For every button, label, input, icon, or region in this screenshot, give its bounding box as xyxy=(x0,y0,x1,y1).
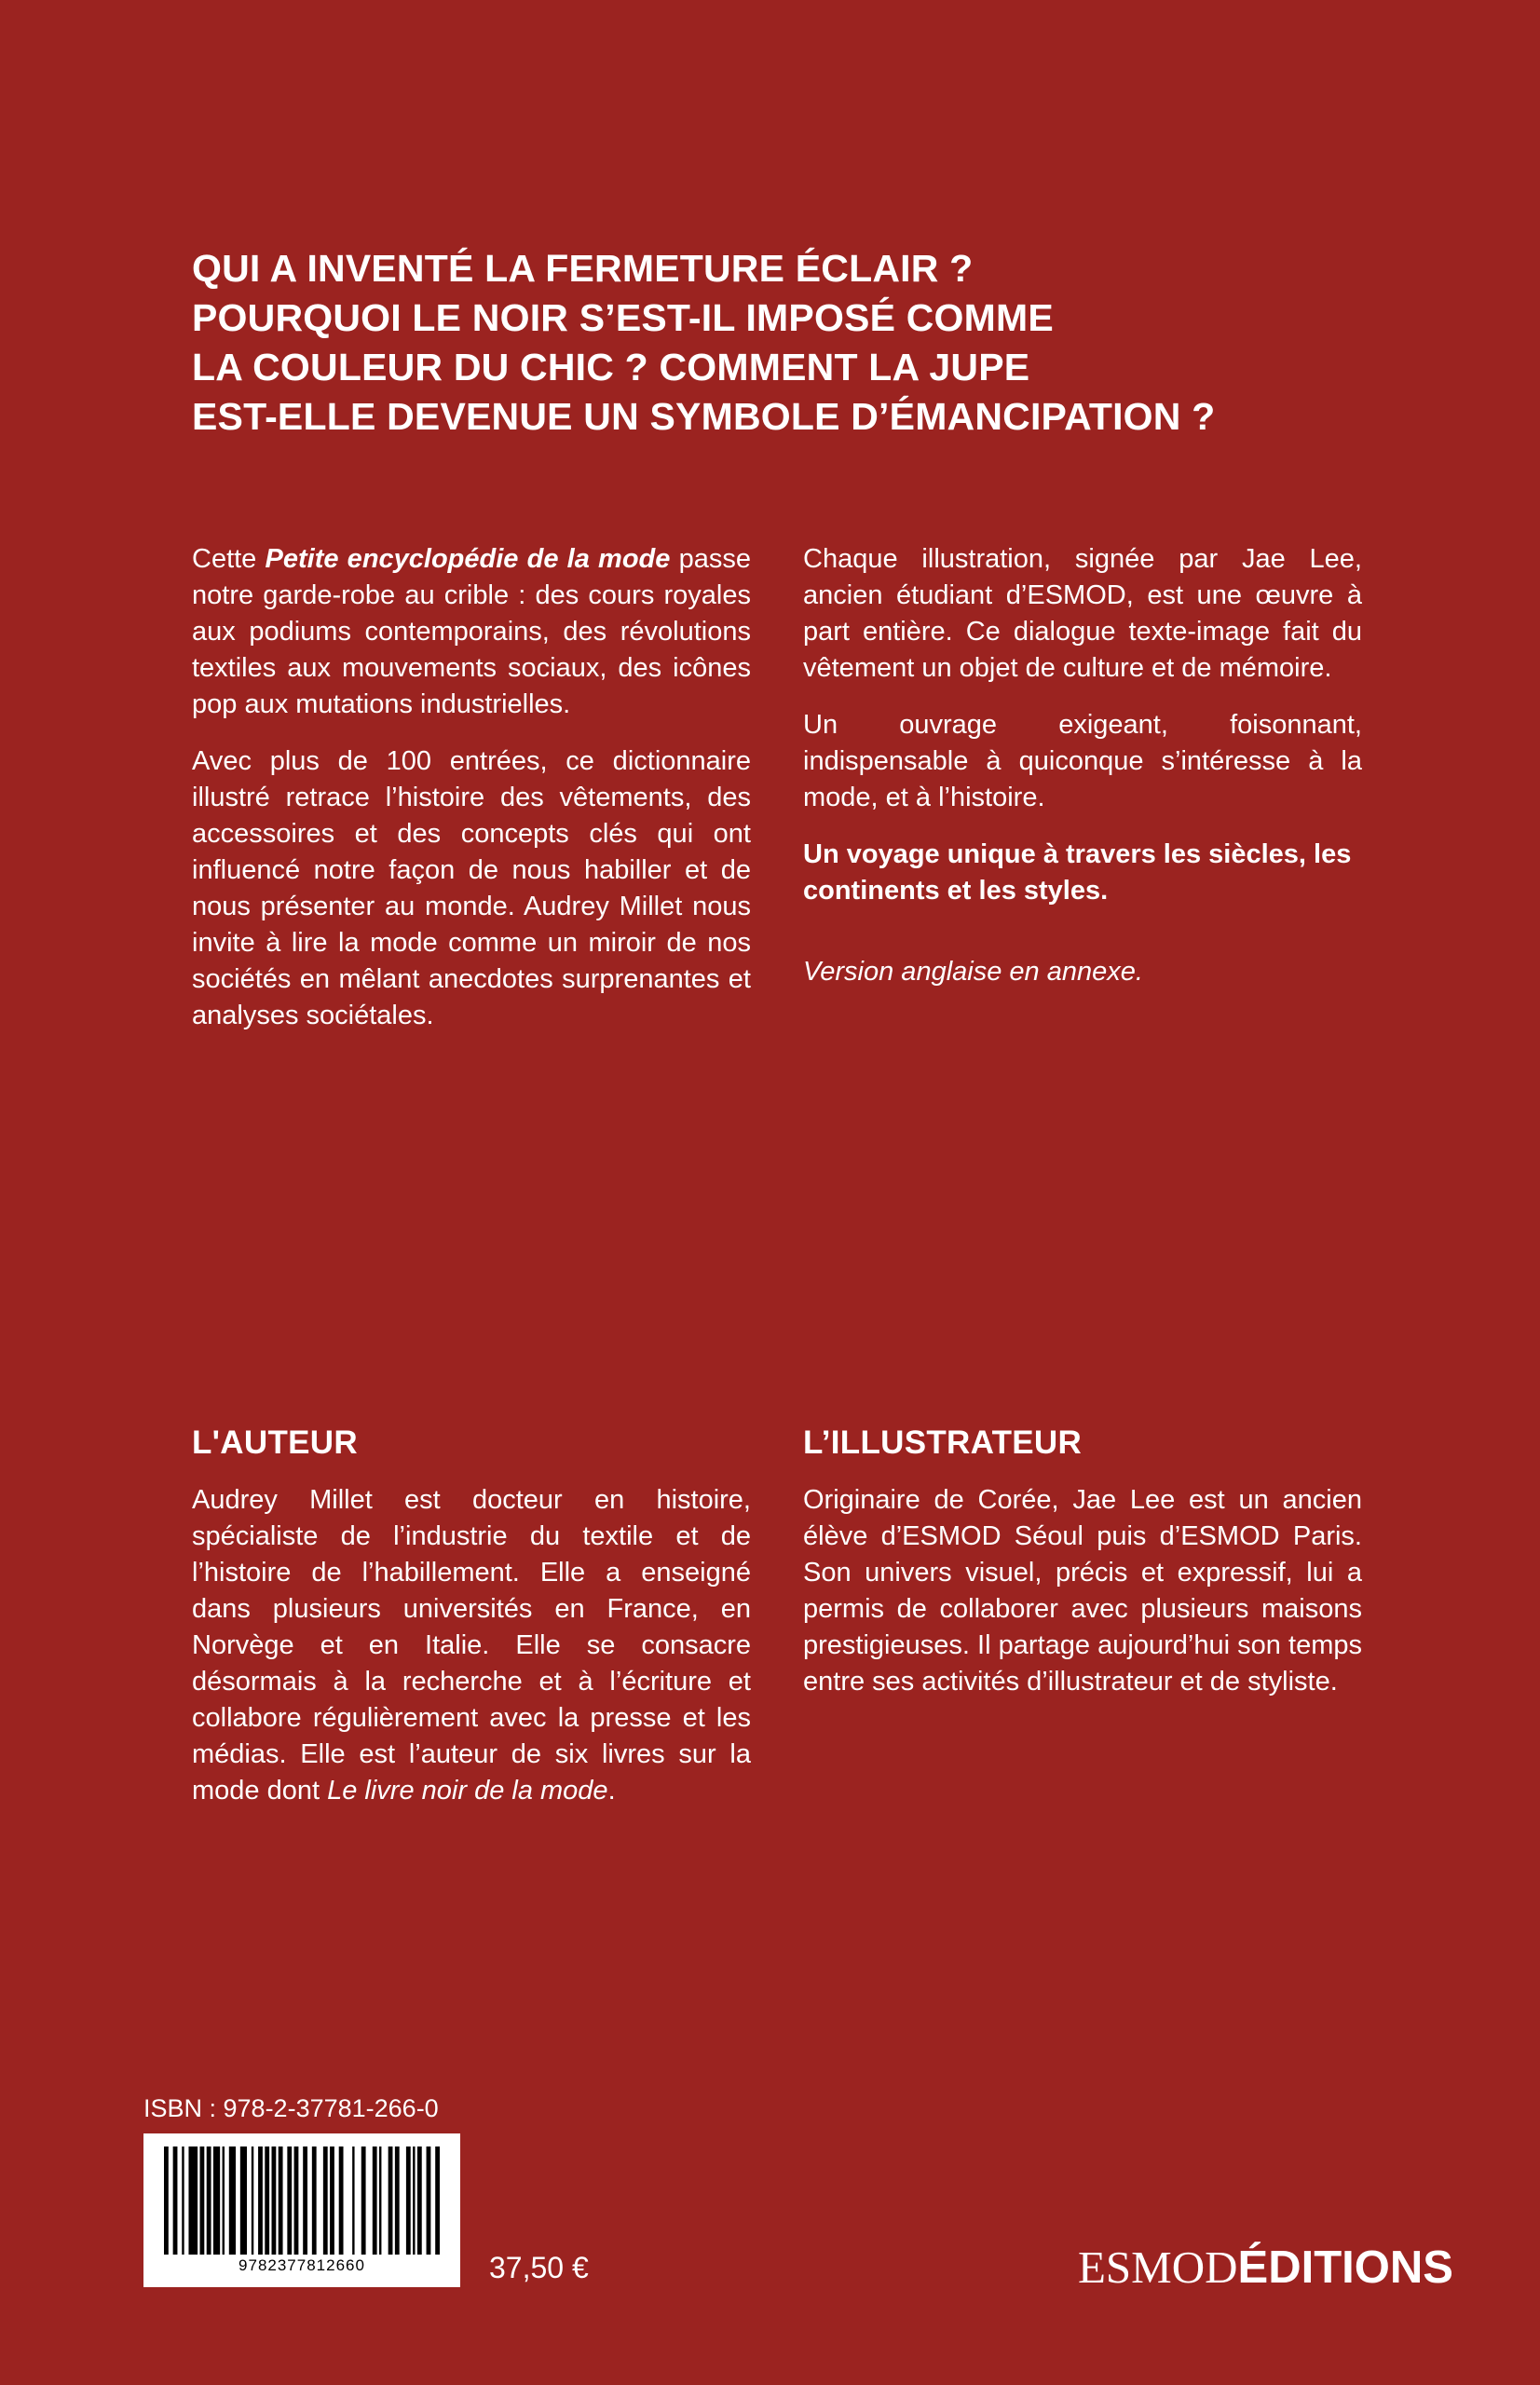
author-title: L'AUTEUR xyxy=(192,1424,358,1461)
barcode-bar xyxy=(240,2146,247,2255)
barcode-bar xyxy=(406,2146,411,2255)
author-bio xyxy=(192,1482,751,1809)
barcode-bar xyxy=(173,2146,178,2255)
intro-paragraph xyxy=(192,541,751,723)
logo-esmod: ESMOD xyxy=(1078,2242,1238,2293)
barcode-bar xyxy=(339,2146,344,2255)
barcode-bar xyxy=(413,2146,415,2255)
barcode-bar xyxy=(312,2146,317,2255)
barcode xyxy=(143,2133,460,2287)
author-section xyxy=(192,1423,751,1809)
barcode-bar xyxy=(252,2146,253,2255)
barcode-bar xyxy=(379,2146,381,2255)
barcode-bar xyxy=(287,2146,292,2255)
price: 37,50 € xyxy=(489,2251,589,2284)
barcode-bar xyxy=(352,2146,354,2255)
barcode-bar xyxy=(303,2146,307,2255)
barcode-bar xyxy=(164,2146,169,2255)
barcode-bar xyxy=(265,2146,269,2255)
barcode-bar xyxy=(258,2146,263,2255)
barcode-bar xyxy=(435,2146,440,2255)
barcode-bar xyxy=(330,2146,334,2255)
version-note: Version anglaise en annexe. xyxy=(803,957,1143,987)
book-title: Petite encyclopédie de la mode xyxy=(265,544,671,574)
barcode-number: 9782377812660 xyxy=(238,2256,365,2274)
illustrator-bio: Originaire de Corée, Jae Lee est un ancien élève d’ESMOD Séoul puis d’ESMOD Paris. Son univers visuel, précis et expressif, lui a permis de collaborer avec plusieurs maisons prestigieuses. Il partage aujourd’hui son temps entre ses activités d’illustrateur et de styliste. xyxy=(803,1485,1362,1697)
barcode-bar xyxy=(427,2146,431,2255)
intro-paragraph-2: Avec plus de 100 entrées, ce dictionnaire illustré retrace l’histoire des vêtements, des accessoires et des concepts clés qui ont influencé notre façon de nous habiller et de nous présenter au monde. Audrey Millet nous invite à lire la mode comme un miroir de nos sociétés en mêlant anecdotes surprenantes et analyses sociétales. xyxy=(192,746,751,1030)
barcode-bar xyxy=(223,2146,225,2255)
barcode-bar xyxy=(294,2146,299,2255)
barcode-bar xyxy=(229,2146,236,2255)
logo-editions: ÉDITIONS xyxy=(1237,2242,1453,2293)
intro-rest: passe notre garde-robe au crible : des cours royales aux podiums contemporains, des révolutions textiles aux mouvements sociaux, des icônes pop aux mutations industrielles. xyxy=(192,544,751,719)
barcode-bar xyxy=(272,2146,277,2255)
intro-column xyxy=(192,541,751,1034)
publisher-logo xyxy=(1078,2242,1453,2294)
barcode-bar xyxy=(207,2146,211,2255)
illustrator-title: L’ILLUSTRATEUR xyxy=(803,1424,1083,1461)
barcode-bar xyxy=(213,2146,220,2255)
author-book: Le livre noir de la mode xyxy=(327,1776,608,1806)
barcode-bar xyxy=(323,2146,328,2255)
work-paragraph: Un ouvrage exigeant, foisonnant, indispensable à quiconque s’intéresse à la mode, et à l’histoire. xyxy=(803,710,1362,812)
intro-lead: Cette xyxy=(192,544,266,574)
barcode-bar xyxy=(395,2146,400,2255)
barcode-bar xyxy=(417,2146,422,2255)
illustration-paragraph: Chaque illustration, signée par Jae Lee, ancien étudiant d’ESMOD, est une œuvre à part entière. Ce dialogue texte-image fait du vêtement un objet de culture et de mémoire. xyxy=(803,544,1362,683)
barcode-bar xyxy=(279,2146,283,2255)
barcode-bar xyxy=(388,2146,393,2255)
headline-line: QUI A INVENTÉ LA FERMETURE ÉCLAIR ? xyxy=(192,247,974,290)
barcode-bars xyxy=(164,2146,440,2255)
barcode-bar xyxy=(373,2146,377,2255)
barcode-bar xyxy=(188,2146,198,2255)
headline-line: POURQUOI LE NOIR S’EST-IL IMPOSÉ COMME xyxy=(192,296,1054,339)
isbn: ISBN : 978-2-37781-266-0 xyxy=(143,2094,439,2122)
barcode-bar xyxy=(182,2146,184,2255)
barcode-bar xyxy=(200,2146,205,2255)
headline-line: LA COULEUR DU CHIC ? COMMENT LA JUPE xyxy=(192,346,1030,388)
tagline: Un voyage unique à travers les siècles, les continents et les styles. xyxy=(803,839,1352,906)
headline xyxy=(192,244,1356,442)
headline-line: EST-ELLE DEVENUE UN SYMBOLE D’ÉMANCIPATION ? xyxy=(192,395,1216,438)
description-column xyxy=(803,541,1362,990)
illustrator-section xyxy=(803,1423,1362,1700)
author-end: . xyxy=(607,1776,616,1806)
barcode-bar xyxy=(361,2146,366,2255)
author-text: Audrey Millet est docteur en histoire, spécialiste de l’industrie du textile et de l’histoire de l’habillement. Elle a enseigné dans plusieurs universités en France, en Norvège et en Italie. Elle se consacre désormais à la recherche et à l’écriture et collabore régulièrement avec la presse et les médias. Elle est l’auteur de six livres sur la mode dont xyxy=(192,1485,751,1806)
